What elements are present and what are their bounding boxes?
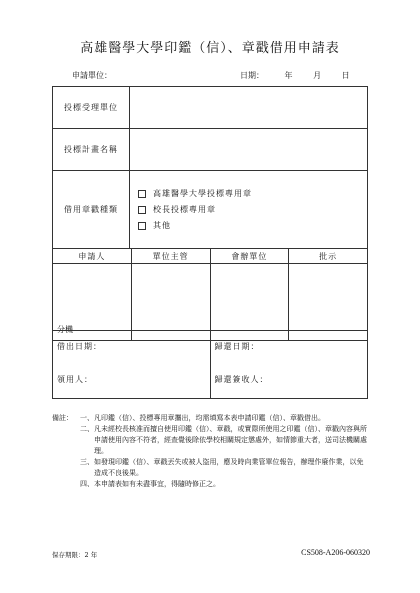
receiver-label: 歸還簽收人：	[214, 375, 269, 384]
header-cosign: 會辦單位	[210, 249, 289, 264]
seal-type-label: 借用章戳種類	[53, 171, 130, 249]
note-number: 二、	[80, 425, 94, 433]
seal-option-other[interactable]	[138, 220, 367, 231]
date-label: 日期：	[240, 71, 264, 80]
borrow-return-table	[52, 330, 368, 399]
project-info-table	[52, 86, 368, 249]
seal-option-label: 其他	[153, 221, 171, 230]
header-applicant: 申請人	[53, 249, 132, 264]
cosign-sign-cell[interactable]	[210, 264, 289, 341]
note-number: 三、	[80, 458, 94, 466]
project-unit-label: 投標受理單位	[53, 87, 130, 129]
project-name-label: 投標計畫名稱	[53, 129, 130, 171]
extension-label: 分機	[57, 325, 73, 334]
notes-label: 備註：	[52, 414, 73, 422]
retention-period: 保存期限：2 年	[52, 551, 98, 559]
borrower-label: 領用人：	[57, 375, 93, 384]
year-label: 年	[284, 71, 293, 80]
borrow-date-label: 借出日期：	[57, 342, 102, 351]
form-title: 高雄醫學大學印鑑（信）、章戳借用申請表	[80, 41, 340, 56]
note-text: 凡印鑑（信）、投標專用章攜出，均需填寫本表申請印鑑（信）、章戳借出。	[94, 414, 325, 422]
note-number: 一、	[80, 414, 94, 422]
checkbox-icon[interactable]	[138, 206, 146, 214]
date-line	[240, 70, 350, 81]
note-item	[52, 479, 370, 490]
notes-section	[52, 413, 370, 490]
seal-option-label: 校長投標專用章	[153, 205, 216, 214]
note-text: 如發現印鑑（信）、章戳丟失或被人盜用，應及時向業管單位報告，辦理作廢作業，以免造成不良後果。	[94, 458, 364, 477]
note-text: 凡未經校長核准而擅自使用印鑑（信）、章戳，或實際所使用之印鑑（信）、章戳內容與所申請使用內容不符者，經查覺後除依學校相關規定懲處外，如情節重大者，送司法機關處理。	[94, 425, 367, 455]
note-text: 本申請表如有未盡事宜，得隨時修正之。	[94, 480, 220, 488]
note-item	[52, 457, 370, 479]
header-supervisor: 單位主管	[131, 249, 210, 264]
signature-table	[52, 248, 368, 341]
return-cell[interactable]	[210, 331, 368, 399]
note-item	[52, 424, 370, 457]
applicant-unit-label: 申請單位：	[72, 71, 112, 80]
day-label: 日	[341, 71, 350, 80]
approval-sign-cell[interactable]	[289, 264, 368, 341]
note-item	[52, 413, 370, 424]
return-date-label: 歸還日期：	[214, 342, 260, 351]
note-number: 四、	[80, 480, 94, 488]
form-code: CS508-A206-060320	[301, 548, 370, 557]
seal-type-options	[130, 171, 368, 249]
supervisor-sign-cell[interactable]	[131, 264, 210, 341]
header-approval: 批示	[289, 249, 368, 264]
checkbox-icon[interactable]	[138, 222, 146, 230]
borrow-cell[interactable]	[53, 331, 211, 399]
month-label: 月	[313, 71, 322, 80]
seal-option-president[interactable]	[138, 204, 367, 215]
checkbox-icon[interactable]	[138, 190, 146, 198]
seal-option-university[interactable]	[138, 188, 367, 199]
applicant-sign-cell[interactable]	[53, 264, 132, 341]
seal-option-label: 高雄醫學大學投標專用章	[153, 189, 252, 198]
project-unit-field[interactable]	[130, 87, 368, 129]
project-name-field[interactable]	[130, 129, 368, 171]
